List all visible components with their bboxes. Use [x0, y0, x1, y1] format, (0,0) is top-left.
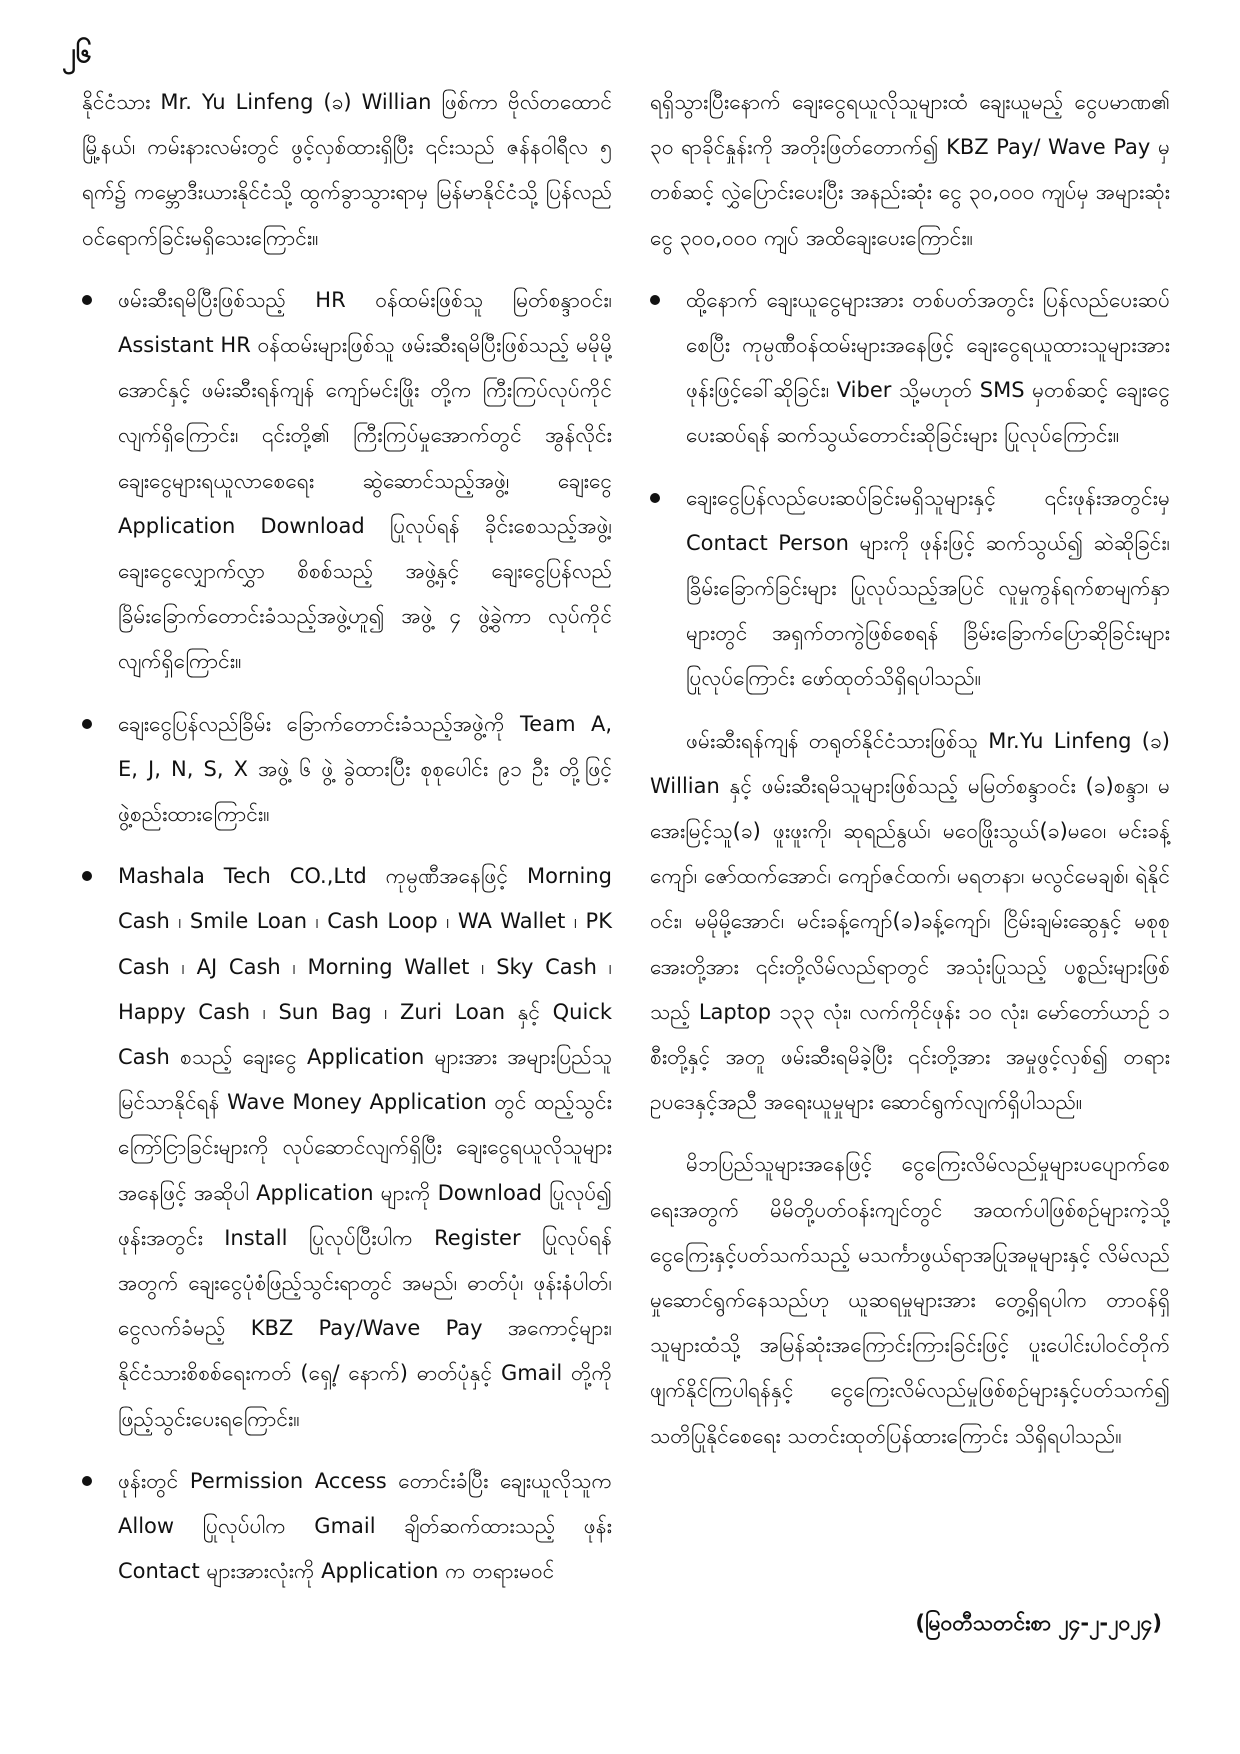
right-column	[650, 80, 1170, 1476]
bullet-text: Mashala Tech CO.,Ltd ကုမ္ပဏီအနေဖြင့် Morning Cash ၊ Smile Loan ၊ Cash Loop ၊ WA Wallet ၊ PK Cash ၊ AJ Cash ၊ Morning Wallet ၊ Sky Cash ၊ Happy Cash ၊ Sun Bag ၊ Zuri Loan နှင့် Quick Cash စသည့် ချေးငွေ Application များအား အများပြည်သူမြင်သာနိုင်ရန် Wave Money Application တွင် ထည့်သွင်းကြော်ငြာခြင်းများကို လုပ်ဆောင်လျက်ရှိပြီး ချေးငွေရယူလိုသူများအနေဖြင့် အဆိုပါ Application များကို Download ပြုလုပ်၍ ဖုန်းအတွင်း Install ပြုလုပ်ပြီးပါက Register ပြုလုပ်ရန်အတွက် ချေးငွေပုံစံဖြည့်သွင်းရာတွင် အမည်၊ ဓာတ်ပုံ၊ ဖုန်းနံပါတ်၊ ငွေလက်ခံမည့် KBZ Pay/Wave Pay အကောင့်များ၊ နိုင်ငံသားစိစစ်ရေးကတ် (ရှေ့/ နောက်) ဓာတ်ပုံနှင့် Gmail တို့ကို ဖြည့်သွင်းပေးရကြောင်း။	[118, 864, 612, 1431]
bullet-item	[82, 1459, 612, 1595]
bullet-text: ချေးငွေပြန်လည်ခြိမ်း ခြောက်တောင်းခံသည့်အဖွဲ့ကို Team A, E, J, N, S, X အဖွဲ့ ၆ ဖွဲ့ ခွဲထားပြီး စုစုပေါင်း ၉၁ ဦး တို့ဖြင့် ဖွဲ့စည်းထားကြောင်း။	[118, 711, 612, 827]
bullet-icon	[82, 295, 92, 305]
intro-paragraph: နိုင်ငံသား Mr. Yu Linfeng (ခ) Willian ဖြစ်ကာ ဗိုလ်တထောင်မြို့နယ်၊ ကမ်းနားလမ်းတွင် ဖွင့်လှစ်ထားရှိပြီး ၎င်းသည် ဇန်နဝါရီလ ၅ ရက်၌ ကမ္ဘောဒီးယားနိုင်ငံသို့ ထွက်ခွာသွားရာမှ မြန်မာနိုင်ငံသို့ ပြန်လည်ဝင်ရောက်ခြင်းမရှိသေးကြောင်း။	[82, 90, 612, 250]
bullet-icon	[650, 295, 660, 305]
body-paragraph: မိဘပြည်သူများအနေဖြင့် ငွေကြေးလိမ်လည်မှုများပပျောက်စေရေးအတွက် မိမိတို့ပတ်ဝန်းကျင်တွင် အထက်ပါဖြစ်စဉ်များကဲ့သို့ ငွေကြေးနှင့်ပတ်သက်သည့် မသင်္ကာဖွယ်ရာအပြုအမူများနှင့် လိမ်လည်မှုဆောင်ရွက်နေသည်ဟု ယူဆရမှုများအား တွေ့ရှိရပါက တာဝန်ရှိသူများထံသို့ အမြန်ဆုံးအကြောင်းကြားခြင်းဖြင့် ပူးပေါင်းပါဝင်တိုက်ဖျက်နိုင်ကြပါရန်နှင့် ငွေကြေးလိမ်လည်မှုဖြစ်စဉ်များနှင့်ပတ်သက်၍ သတိပြုနိုင်စေရေး သတင်းထုတ်ပြန်ထားကြောင်း သိရှိရပါသည်။	[650, 1152, 1170, 1448]
source-citation: (မြဝတီသတင်းစာ ၂၄-၂-၂၀၂၄)	[915, 1611, 1162, 1635]
bullet-item	[82, 854, 612, 1442]
bullet-text: ဖမ်းဆီးရမိပြီးဖြစ်သည့် HR ဝန်ထမ်းဖြစ်သူ မြတ်စန္ဒာဝင်း၊ Assistant HR ဝန်ထမ်းများဖြစ်သူ ဖမ်းဆီးရမိပြီးဖြစ်သည့် မမိုမို့အောင်နှင့် ဖမ်းဆီးရန်ကျန် ကျော်မင်းဖြိုး တို့က ကြီးကြပ်လုပ်ကိုင်လျက်ရှိကြောင်း၊ ၎င်းတို့၏ ကြီးကြပ်မှုအောက်တွင် အွန်လိုင်းချေးငွေများရယူလာစေရေး ဆွဲဆောင်သည့်အဖွဲ့၊ ချေးငွေ Application Download ပြုလုပ်ရန် ခိုင်းစေသည့်အဖွဲ့၊ ချေးငွေလျှောက်လွှာ စိစစ်သည့် အဖွဲ့နှင့် ချေးငွေပြန်လည်ခြိမ်းခြောက်တောင်းခံသည့်အဖွဲ့ဟူ၍ အဖွဲ့ ၄ ဖွဲ့ခွဲကာ လုပ်ကိုင်လျက်ရှိကြောင်း။	[118, 287, 612, 674]
bullet-item	[82, 278, 612, 685]
left-column	[82, 80, 612, 1612]
bullet-icon	[82, 1476, 92, 1486]
bullet-icon	[82, 719, 92, 729]
body-paragraph: ဖမ်းဆီးရန်ကျန် တရုတ်နိုင်ငံသားဖြစ်သူ Mr.Yu Linfeng (ခ) Willian နှင့် ဖမ်းဆီးရမိသူများဖြစ်သည့် မမြတ်စန္ဒာဝင်း (ခ)စန္ဒာ၊ မအေးမြင့်သူ(ခ) ဖူးဖူးကို၊ ဆုရည်နွယ်၊ မဝေဖြိုးသွယ်(ခ)မဝေ၊ မင်းခန့်ကျော်၊ ဇော်ထက်အောင်၊ ကျော်ဇင်ထက်၊ မရတနာ၊ မလွင်မေချစ်၊ ရဲနိုင်ဝင်း၊ မမိုမို့အောင်၊ မင်းခန့်ကျော်(ခ)ခန့်ကျော်၊ ငြိမ်းချမ်းဆွေနှင့် မစုစုအေးတို့အား ၎င်းတို့လိမ်လည်ရာတွင် အသုံးပြုသည့် ပစ္စည်းများဖြစ်သည့် Laptop ၁၃၃ လုံး၊ လက်ကိုင်ဖုန်း ၁၀ လုံး၊ မော်တော်ယာဉ် ၁ စီးတို့နှင့် အတူ ဖမ်းဆီးရမိခဲ့ပြီး ၎င်းတို့အား အမှုဖွင့်လှစ်၍ တရားဥပဒေနှင့်အညီ အရေးယူမှုများ ဆောင်ရွက်လျက်ရှိပါသည်။	[650, 728, 1170, 1115]
bullet-item	[82, 702, 612, 838]
bullet-text: ဖုန်းတွင် Permission Access တောင်းခံပြီး ချေးယူလိုသူက Allow ပြုလုပ်ပါက Gmail ချိတ်ဆက်ထားသည့် ဖုန်း Contact များအားလုံးကို Application က တရားမဝင်	[118, 1468, 612, 1584]
bullet-text: ချေးငွေပြန်လည်ပေးဆပ်ခြင်းမရှိသူများနှင့် ၎င်းဖုန်းအတွင်းမှ Contact Person များကို ဖုန်းဖြင့် ဆက်သွယ်၍ ဆဲဆိုခြင်း၊ ခြိမ်းခြောက်ခြင်းများ ပြုလုပ်သည့်အပြင် လူမှုကွန်ရက်စာမျက်နှာများတွင် အရှက်တကွဲဖြစ်စေရန် ခြိမ်းခြောက်ပြောဆိုခြင်းများ ပြုလုပ်ကြောင်း ဖော်ထုတ်သိရှိရပါသည်။	[686, 485, 1170, 691]
bullet-text: ထို့နောက် ချေးယူငွေများအား တစ်ပတ်အတွင်း ပြန်လည်ပေးဆပ်စေပြီး ကုမ္ပဏီဝန်ထမ်းများအနေဖြင့် ချေးငွေရယူထားသူများအား ဖုန်းဖြင့်ခေါ်ဆိုခြင်း၊ Viber သို့မဟုတ် SMS မှတစ်ဆင့် ချေးငွေပေးဆပ်ရန် ဆက်သွယ်တောင်းဆိုခြင်းများ ပြုလုပ်ကြောင်း။	[686, 287, 1170, 448]
bullet-icon	[82, 871, 92, 881]
page-number: ၂၆	[62, 36, 92, 69]
continuation-paragraph: ရရှိသွားပြီးနောက် ချေးငွေရယူလိုသူများထံ ချေးယူမည့် ငွေပမာဏ၏ ၃၀ ရာခိုင်နှုန်းကို အတိုးဖြတ်တောက်၍ KBZ Pay/ Wave Pay မှတစ်ဆင့် လွှဲပြောင်းပေးပြီး အနည်းဆုံး ငွေ ၃၀,၀၀၀ ကျပ်မှ အများဆုံး ငွေ ၃၀၀,၀၀၀ ကျပ် အထိချေးပေးကြောင်း။	[650, 90, 1170, 250]
bullet-icon	[650, 493, 660, 503]
bullet-item	[650, 476, 1170, 702]
bullet-item	[650, 278, 1170, 459]
